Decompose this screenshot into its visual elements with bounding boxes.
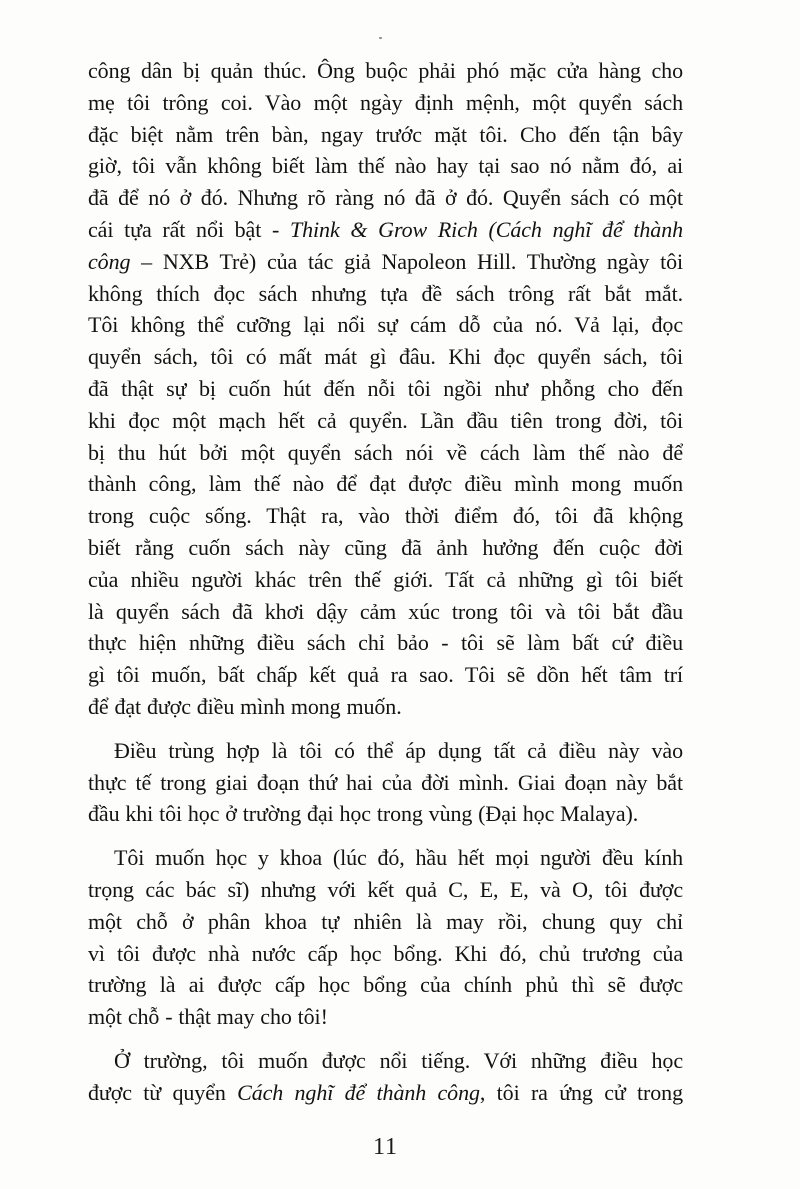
text-line <box>88 182 683 214</box>
text-line <box>88 1045 683 1077</box>
text-line <box>88 405 683 437</box>
italic-text-segment: Think & Grow Rich (Cách nghĩ để thành <box>290 216 684 242</box>
text-segment: một chỗ - thật may cho tôi! <box>88 1004 328 1030</box>
italic-text-segment: công <box>88 248 131 274</box>
text-line <box>88 691 683 723</box>
text-segment: đầu khi tôi học ở trường đại học trong vùng (Đại học Malaya). <box>88 801 639 827</box>
text-segment: giờ, tôi vẫn không biết làm thế nào hay tại sao nó nằm đó, ai <box>88 153 683 179</box>
text-line <box>88 150 683 182</box>
text-line <box>88 1077 683 1109</box>
text-segment: khi đọc một mạch hết cả quyển. Lần đầu tiên trong đời, tôi <box>88 407 683 433</box>
text-line <box>88 842 683 874</box>
text-segment: trường là ai được cấp học bổng của chính phủ thì sẽ được <box>88 972 683 998</box>
scan-artifact-dot <box>379 37 382 39</box>
text-segment: không thích đọc sách nhưng tựa đề sách trông rất bắt mắt. <box>88 280 683 306</box>
text-segment: Tôi không thể cưỡng lại nổi sự cám dỗ của nó. Vả lại, đọc <box>88 312 683 338</box>
text-segment: công dân bị quản thúc. Ông buộc phải phó mặc cửa hàng cho <box>88 58 683 83</box>
text-line <box>88 874 683 906</box>
text-line <box>88 246 683 278</box>
text-segment: đặc biệt nằm trên bàn, ngay trước mặt tôi. Cho đến tận bây <box>88 121 683 147</box>
text-segment: trong cuộc sống. Thật ra, vào thời điểm đó, tôi đã khộng <box>88 503 683 529</box>
paragraph <box>88 1045 683 1109</box>
text-segment: của nhiều người khác trên thế giới. Tất cả những gì tôi biết <box>88 566 683 592</box>
text-segment: vì tôi được nhà nước cấp học bổng. Khi đó, chủ trương của <box>88 940 683 966</box>
text-segment: thực tế trong giai đoạn thứ hai của đời mình. Giai đoạn này bắt <box>88 769 683 795</box>
text-line <box>88 214 683 246</box>
text-segment: một chỗ ở phân khoa tự nhiên là may rồi, chung quy chỉ <box>88 908 683 934</box>
text-line <box>88 564 683 596</box>
text-segment: , tôi ra ứng cử trong <box>479 1079 683 1105</box>
text-line <box>88 627 683 659</box>
text-segment: biết rằng cuốn sách này cũng đã ảnh hưởng đến cuộc đời <box>88 534 683 560</box>
text-segment: trọng các bác sĩ) nhưng với kết quả C, E, E, và O, tôi được <box>88 876 683 902</box>
text-line <box>88 500 683 532</box>
text-segment: gì tôi muốn, bất chấp kết quả ra sao. Tôi sẽ dồn hết tâm trí <box>88 662 683 688</box>
text-line <box>88 938 683 970</box>
paragraph <box>88 55 683 723</box>
text-line <box>88 969 683 1001</box>
text-line <box>88 735 683 767</box>
text-line <box>88 119 683 151</box>
text-line <box>88 532 683 564</box>
text-line <box>88 906 683 938</box>
text-segment: quyển sách, tôi có mất mát gì đâu. Khi đọc quyển sách, tôi <box>88 344 683 370</box>
text-line <box>88 87 683 119</box>
text-segment: mẹ tôi trông coi. Vào một ngày định mệnh, một quyển sách <box>88 89 683 115</box>
text-line <box>88 278 683 310</box>
text-segment: để đạt được điều mình mong muốn. <box>88 693 402 719</box>
italic-text-segment: Cách nghĩ để thành công <box>237 1079 480 1105</box>
text-segment: cái tựa rất nổi bật - <box>88 216 290 242</box>
page-number: 11 <box>372 1134 399 1160</box>
text-segment: bị thu hút bởi một quyển sách nói về cách làm thế nào để <box>88 439 683 465</box>
text-segment: đã để nó ở đó. Nhưng rõ ràng nó đã ở đó. Quyển sách có một <box>88 185 683 211</box>
page-text <box>88 55 683 1109</box>
text-line <box>88 309 683 341</box>
text-line <box>88 341 683 373</box>
text-line <box>88 596 683 628</box>
text-segment: Ở trường, tôi muốn được nổi tiếng. Với những điều học <box>114 1047 683 1073</box>
text-segment: thành công, làm thế nào để đạt được điều mình mong muốn <box>88 471 683 497</box>
text-segment: được từ quyển <box>88 1079 238 1105</box>
text-segment: Tôi muốn học y khoa (lúc đó, hầu hết mọi người đều kính <box>114 845 683 871</box>
paragraph <box>88 735 683 830</box>
text-segment: – NXB Trẻ) của tác giả Napoleon Hill. Thường ngày tôi <box>130 248 683 274</box>
text-segment: là quyển sách đã khơi dậy cảm xúc trong tôi và tôi bắt đầu <box>88 598 683 624</box>
text-line <box>88 1001 683 1033</box>
text-segment: Điều trùng hợp là tôi có thể áp dụng tất cả điều này vào <box>114 737 683 763</box>
text-line <box>88 437 683 469</box>
text-line <box>88 798 683 830</box>
text-line <box>88 373 683 405</box>
text-line <box>88 659 683 691</box>
text-segment: đã thật sự bị cuốn hút đến nỗi tôi ngồi như phỗng cho đến <box>88 375 683 401</box>
text-line <box>88 767 683 799</box>
paragraph <box>88 842 683 1033</box>
text-segment: thực hiện những điều sách chỉ bảo - tôi sẽ làm bất cứ điều <box>88 630 683 656</box>
text-line <box>88 468 683 500</box>
text-line <box>88 55 683 87</box>
